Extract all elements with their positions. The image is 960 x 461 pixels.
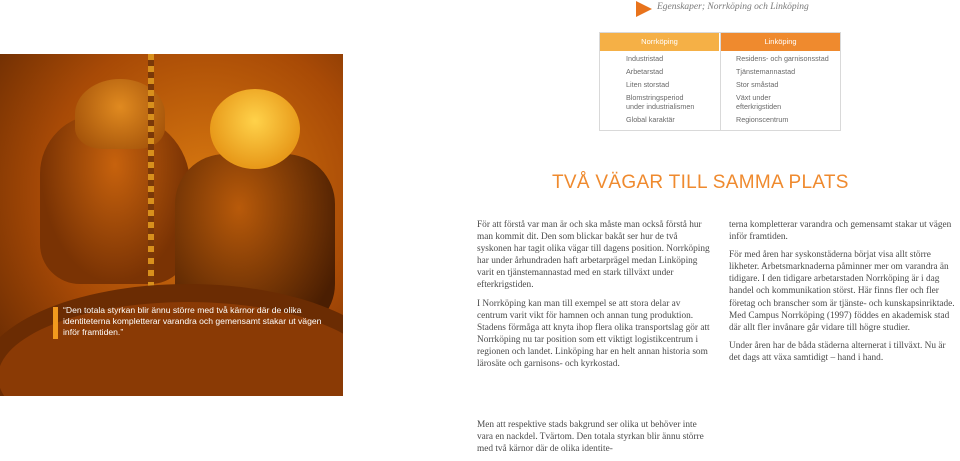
- comparison-item: Arbetarstad: [626, 67, 664, 76]
- photo-hat-right: [210, 89, 300, 169]
- paragraph: terna kompletterar varandra och gemensamt stakar ut vägen inför framtiden.: [729, 220, 952, 243]
- comparison-item: Regionscentrum: [736, 115, 789, 124]
- comparison-item: Blomstringsperiod under industrialismen: [626, 93, 695, 111]
- paragraph: För med åren har syskonstäderna börjat visa allt större likheter. Arbetsmarknaderna påminner mer om varandra än tidigare. I den tidigare arbetarstaden Norrköping är i dag handel och kommunikation störst. Här finns fler och fler företag och branscher som är tjänste- och kunskapsinriktade. Med Campus Norrköping (1997) föddes en akademisk stad där allt fler invånare går vidare till högre studier.: [729, 250, 955, 333]
- comparison-list-linkoping: [721, 51, 840, 124]
- comparison-heading-norrkoping: Norrköping: [600, 33, 719, 51]
- photo-swing-chain: [148, 54, 154, 294]
- comparison-column-norrkoping: [600, 33, 719, 130]
- children-on-tire-swing-photo: [0, 54, 343, 396]
- paragraph: I Norrköping kan man till exempel se att stora delar av centrum varit vikt för hamnen och annan tung produktion. Stadens förmåga att knyta ihop flera olika transportslag gör att Norrköping nu tar position som ett viktigt logistikcentrum i regionen och landet. Linköping har en helt annan historia som lärosäte och garnisons- och kyrkostad.: [477, 298, 710, 370]
- comparison-item: Stor småstad: [736, 80, 779, 89]
- article-column-2: [729, 219, 959, 370]
- comparison-item: Växt under efterkrigstiden: [736, 93, 782, 111]
- page-header-title: Egenskaper; Norrköping och Linköping: [657, 2, 809, 12]
- article-column-1: [477, 219, 713, 376]
- article-title: TVÅ VÄGAR TILL SAMMA PLATS: [552, 172, 849, 193]
- paragraph: Men att respektive stads bakgrund ser olika ut behöver inte vara en nackdel. Tvärtom. Den totala styrkan blir ännu större med två kärnor där de olika identite-: [477, 420, 704, 455]
- comparison-item: Industristad: [626, 54, 664, 63]
- comparison-heading-linkoping: Linköping: [721, 33, 840, 51]
- article-column-1-continued: [477, 419, 713, 461]
- comparison-item: Liten storstad: [626, 80, 670, 89]
- comparison-item: Tjänstemannastad: [736, 67, 796, 76]
- comparison-item: Residens- och garnisonsstad: [736, 54, 829, 63]
- pull-quote: “Den totala styrkan blir ännu större med två kärnor där de olika identiteterna kompletterar varandra och gemensamt stakar ut vägen inför framtiden.”: [63, 305, 322, 337]
- photo-tire: [0, 284, 343, 396]
- paragraph: För att förstå var man är och ska måste man också förstå hur man kommit dit. Den som blickar bakåt ser hur de två syskonen har tagit olika vägar till dagens position. Norrköping har under århundraden haft arbetarprägel medan Linköping varit en tjänstemannastad med en stark tillväxt under efterkrigstiden.: [477, 220, 710, 291]
- comparison-table: [599, 32, 841, 131]
- comparison-list-norrkoping: [600, 51, 719, 124]
- comparison-item: Global karaktär: [626, 115, 675, 124]
- paragraph: Under åren har de båda städerna alternerat i tillväxt. Nu är det dags att växa samtidigt – hand i hand.: [729, 340, 946, 363]
- header-arrow-icon: [636, 1, 652, 17]
- comparison-column-linkoping: [720, 33, 840, 130]
- quote-accent-bar: [53, 307, 58, 339]
